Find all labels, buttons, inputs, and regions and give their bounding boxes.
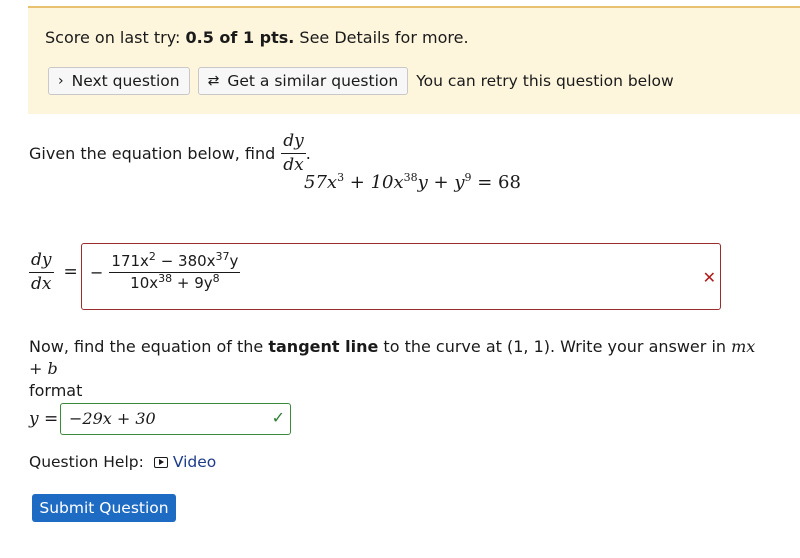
eq-term-a: 57x	[304, 172, 338, 193]
score-prefix: Score on last try:	[45, 28, 186, 47]
incorrect-icon: ✕	[702, 268, 716, 287]
derivative-answer-value	[90, 250, 240, 292]
prompt-period: .	[305, 143, 311, 163]
chevron-right-icon: ›	[58, 73, 64, 89]
repeat-icon: ⇄	[207, 73, 220, 89]
banner-actions	[48, 67, 674, 95]
help-label: Question Help:	[29, 453, 144, 471]
tangent-answer-field[interactable]	[60, 403, 291, 435]
similar-question-label: Get a similar question	[227, 72, 399, 90]
tangent-question	[29, 336, 769, 402]
eq-term-d: = 68	[471, 172, 521, 193]
question-help	[29, 453, 216, 471]
video-link[interactable]	[154, 453, 216, 471]
derivative-answer-field[interactable]	[81, 243, 721, 310]
answer1-numerator	[109, 250, 240, 273]
num-term-b: − 380x	[155, 252, 216, 270]
question-prompt	[29, 132, 311, 174]
answer1-dy: dy	[29, 251, 54, 273]
den-exp-a: 38	[158, 271, 173, 285]
video-icon	[154, 457, 168, 468]
answer1-minus: −	[90, 262, 104, 282]
num-term-c: y	[229, 252, 239, 270]
answer1-fraction	[109, 250, 240, 292]
num-exp-a: 2	[148, 250, 156, 263]
retry-text: You can retry this question below	[416, 72, 674, 90]
eq-exp-a: 3	[337, 171, 345, 184]
tangent-text-b: to the curve at (1, 1). Write your answer in	[378, 337, 732, 356]
tangent-answer-value: −29x + 30	[69, 409, 156, 428]
answer1-dx: dx	[31, 273, 52, 294]
given-equation	[304, 172, 521, 193]
eq-exp-c: 9	[464, 171, 472, 184]
eq-term-c: y + y	[417, 172, 465, 193]
eq-term-b: + 10x	[344, 172, 404, 193]
score-line	[45, 28, 469, 47]
submit-question-button[interactable]: Submit Question	[32, 494, 176, 522]
tangent-text-bold: tangent line	[268, 337, 379, 356]
den-exp-b: 8	[212, 271, 220, 285]
answer1-equals: =	[63, 262, 78, 283]
den-term-b: + 9y	[172, 273, 213, 292]
dx-denominator: dx	[283, 154, 304, 175]
similar-question-button[interactable]	[198, 67, 409, 95]
tangent-text-c: format	[29, 381, 83, 400]
dy-dx-fraction	[281, 132, 306, 174]
correct-check-icon: ✓	[271, 408, 285, 427]
prompt-text: Given the equation below, find	[29, 143, 276, 163]
next-question-label: Next question	[71, 72, 180, 90]
answer1-denominator	[128, 273, 222, 292]
score-suffix: See Details for more.	[294, 28, 469, 47]
score-points: 0.5 of 1 pts.	[185, 28, 295, 47]
num-term-a: 171x	[111, 252, 149, 270]
answer1-dy-dx	[29, 251, 54, 293]
answer2-label: y =	[29, 409, 59, 429]
answer1-label	[29, 251, 82, 293]
num-exp-b: 37	[215, 250, 230, 263]
den-term-a: 10x	[130, 273, 159, 292]
next-question-button[interactable]	[48, 67, 190, 95]
tangent-text-a: Now, find the equation of the	[29, 337, 269, 356]
video-label: Video	[172, 453, 217, 471]
tangent-text-math: mx + b	[29, 337, 756, 378]
score-banner	[28, 6, 800, 114]
dy-numerator: dy	[281, 132, 306, 154]
eq-exp-b: 38	[403, 171, 418, 184]
